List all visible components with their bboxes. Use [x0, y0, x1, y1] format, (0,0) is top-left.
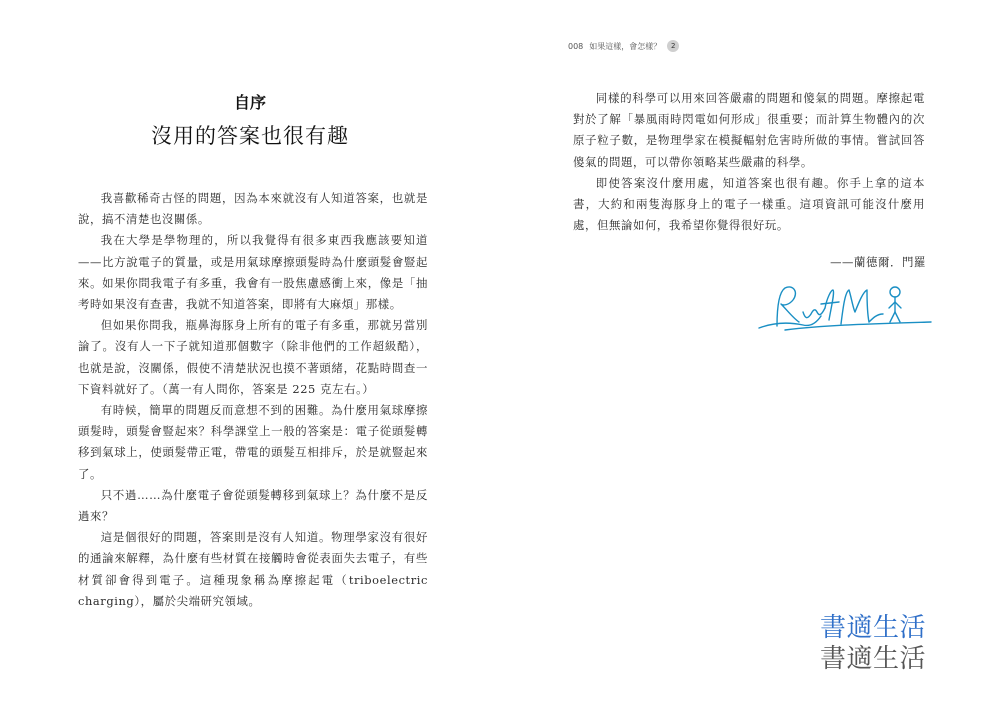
page-number: 008 — [568, 41, 584, 51]
chapter-title: 沒用的答案也很有趣 — [151, 124, 349, 148]
paragraph: 但如果你問我，瓶鼻海豚身上所有的電子有多重，那就另當別論了。沒有人一下子就知道那個數字（除非他們的工作超級酷），也就是說，沒關係，假使不清楚狀況也摸不著頭緒，花點時間查一下資料就好了。（萬一有人問你，答案是 225 克左右。） — [78, 318, 428, 396]
paragraph: 同樣的科學可以用來回答嚴肅的問題和傻氣的問題。摩擦起電對於了解「暴風雨時閃電如何形成」很重要；而計算生物體內的次原子粒子數，是物理學家在模擬輻射危害時所做的事情。嘗試回答傻氣的問題，可以帶你領略某些嚴肅的科學。 — [573, 91, 925, 169]
paragraph: 這是個很好的問題，答案則是沒有人知道。物理學家沒有很好的通論來解釋，為什麼有些材質在接觸時會從表面失去電子，有些材質卻會得到電子。這種現象稱為摩擦起電（triboelectric charging），屬於尖端研究領域。 — [78, 530, 428, 608]
paragraph: 我在大學是學物理的，所以我覺得有很多東西我應該要知道——比方說電子的質量，或是用氣球摩擦頭髮時為什麼頭髮會豎起來。如果你問我電子有多重，我會有一股焦慮感衝上來，像是「抽考時如果沒有查書，我就不知道答案，即將有大麻煩」那樣。 — [78, 233, 428, 312]
left-body-text — [78, 188, 428, 612]
right-body-text — [573, 88, 925, 236]
watermark-line-top: 書適生活 — [820, 613, 927, 643]
paragraph: 即使答案沒什麼用處，知道答案也很有趣。你手上拿的這本書，大約和兩隻海豚身上的電子一樣重。這項資訊可能沒什麼用處，但無論如何，我希望你覺得很好玩。 — [573, 175, 925, 233]
right-page — [500, 0, 1000, 707]
running-title: 如果這樣，會怎樣？ — [589, 41, 662, 51]
author-signature — [755, 278, 935, 338]
paragraph: 有時候，簡單的問題反而意想不到的困難。為什麼用氣球摩擦頭髮時，頭髮會豎起來？科學課堂上一般的答案是：電子從頭髮轉移到氣球上，使頭髮帶正電，帶電的頭髮互相排斥，於是就豎起來了。 — [78, 403, 428, 481]
paragraph: 只不過……為什麼電子會從頭髮轉移到氣球上？為什麼不是反過來？ — [78, 487, 428, 524]
volume-badge: 2 — [667, 40, 679, 52]
watermark-line-bottom: 書適生活 — [820, 644, 927, 674]
publisher-watermark — [820, 613, 926, 675]
author-attribution: ——蘭德爾．門羅 — [830, 255, 926, 269]
paragraph: 我喜歡稀奇古怪的問題，因為本來就沒有人知道答案，也就是說，搞不清楚也沒關係。 — [78, 191, 428, 227]
running-header — [568, 40, 679, 52]
chapter-label: 自序 — [233, 93, 266, 112]
